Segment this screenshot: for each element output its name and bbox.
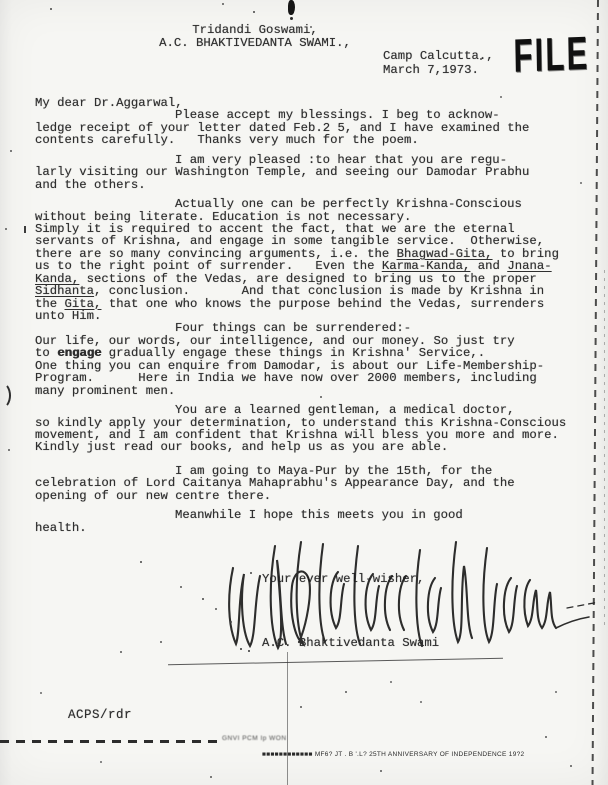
letter-text: and — [470, 259, 508, 274]
letter-text: there are so many convincing arguments, i.e. the — [35, 246, 397, 261]
letter-line — [35, 441, 585, 453]
letter-line — [35, 179, 585, 191]
letter-text: One thing you can enquire from Damodar, is about our Life-Membership- — [35, 358, 545, 373]
margin-paren-mark — [0, 382, 11, 409]
letter-text: celebration of Lord Caitanya Mahaprabhu's Appearance Day, and the — [35, 476, 515, 491]
letter-text: Simply it is required to accent the fact, that we are the eternal — [35, 221, 515, 236]
letter-text: the — [35, 296, 65, 311]
letter-text: Our life, our words, our intelligence, and our money. So just try — [35, 333, 515, 348]
stray-mark — [24, 226, 26, 233]
letter-text: You are a learned gentleman, a medical doctor, — [175, 403, 515, 418]
underlined-term: Bhagwad-Gita, — [396, 246, 493, 261]
underlined-term: Jnana- — [507, 259, 552, 274]
right-edge-dotted-line — [604, 270, 605, 630]
letter-text: that one who knows the purpose behind the Vedas, surrenders — [101, 296, 545, 311]
file-stamp: FILE — [513, 26, 590, 83]
letterhead-line2: A.C. BHAKTIVEDANTA SWAMI., — [159, 36, 351, 50]
letter-line — [35, 385, 585, 397]
fold-crease-line — [287, 652, 288, 785]
postmark-slogan: ■■■■■■■■■■■■ MF6? JT . B '.L? 25TH ANNIVERSARY OF INDEPENDENCE 19?2 — [262, 751, 525, 758]
letter-text: so kindly apply your determination, to understand this Krishna-Conscious — [35, 415, 567, 430]
letter-text: sections of the Vedas, are designed to bring us to the proper — [79, 271, 537, 286]
letter-line — [35, 509, 585, 521]
letter-text: unto Him. — [35, 309, 102, 323]
letter-line — [35, 522, 585, 534]
letter-text: , conclusion. And that conclusion is made by Krishna in — [94, 284, 545, 299]
letter-text: I am very pleased :to hear that you are regu- — [175, 152, 508, 167]
letter-text: Meanwhile I hope this meets you in good — [175, 508, 463, 523]
letter-text: contents carefully. Thanks very much for the poem. — [35, 133, 419, 148]
letterhead-line1: Tridandi Goswami, — [192, 23, 318, 37]
letter-line — [35, 490, 585, 502]
underlined-term: Gita, — [64, 296, 102, 311]
letter-text: Actually one can be perfectly Krishna-Conscious — [175, 197, 522, 212]
letter-text: engage — [57, 346, 102, 361]
letter-text: Four things can be surrendered:- — [175, 321, 412, 336]
postmark-smudge: GNVI PCM Ip WON — [222, 735, 287, 742]
dateline-date: March 7,1973. — [383, 62, 479, 77]
letter-text: to bring — [492, 246, 559, 261]
letter-text: opening of our new centre there. — [35, 488, 272, 503]
letter-body — [35, 97, 585, 534]
closing-wellwisher: Your ever well-wisher, — [262, 572, 425, 586]
letter-text: to — [35, 346, 58, 361]
dateline — [383, 50, 494, 77]
letter-text: My dear Dr.Aggarwal, — [35, 96, 183, 110]
letter-line — [35, 298, 585, 310]
letter-text: movement, and I am confident that Krishna will bless you more and more. — [35, 427, 559, 442]
underlined-term: Sidhanta — [35, 284, 95, 299]
dashed-cut-line — [0, 740, 218, 743]
letter-text: gradually engage these things in Krishna' Service,. — [101, 346, 486, 361]
letter-text: Program. Here in India we have now over 2000 members, including — [35, 371, 537, 386]
underlined-term: Kanda, — [35, 271, 80, 286]
letter-text: servants of Krishna, and engage in some tangible service. Otherwise, — [35, 234, 545, 249]
letter-text: ledge receipt of your letter dated Feb.2 5, and I have examined the — [35, 120, 530, 135]
letter-text: Please accept my blessings. I beg to acknow- — [175, 108, 500, 123]
letter-text: and the others. — [35, 177, 146, 192]
letter-text: us to the right point of surrender. Even the — [35, 259, 382, 274]
ink-blob — [288, 0, 295, 15]
dateline-place: Camp Calcutta., — [383, 49, 494, 63]
underlined-term: Karma-Kanda, — [381, 259, 471, 274]
scan-noise-speckles — [0, 0, 2, 2]
closing-signed-name: A.C. Bhaktivedanta Swami — [262, 636, 440, 650]
typist-initials: ACPS/rdr — [68, 708, 133, 722]
letter-text: larly visiting our Washington Temple, and seeing our Damodar Prabhu — [35, 165, 530, 180]
letter-text: many prominent men. — [35, 383, 176, 398]
letter-line — [35, 134, 585, 146]
letter-text: without being literate. Education is not necessary. — [35, 209, 412, 224]
letter-text: Kindly just read our books, and help us as you are able. — [35, 440, 449, 455]
letter-text: I am going to Maya-Pur by the 15th, for the — [175, 463, 493, 478]
letterhead — [55, 24, 455, 50]
letter-text: health. — [35, 520, 87, 535]
